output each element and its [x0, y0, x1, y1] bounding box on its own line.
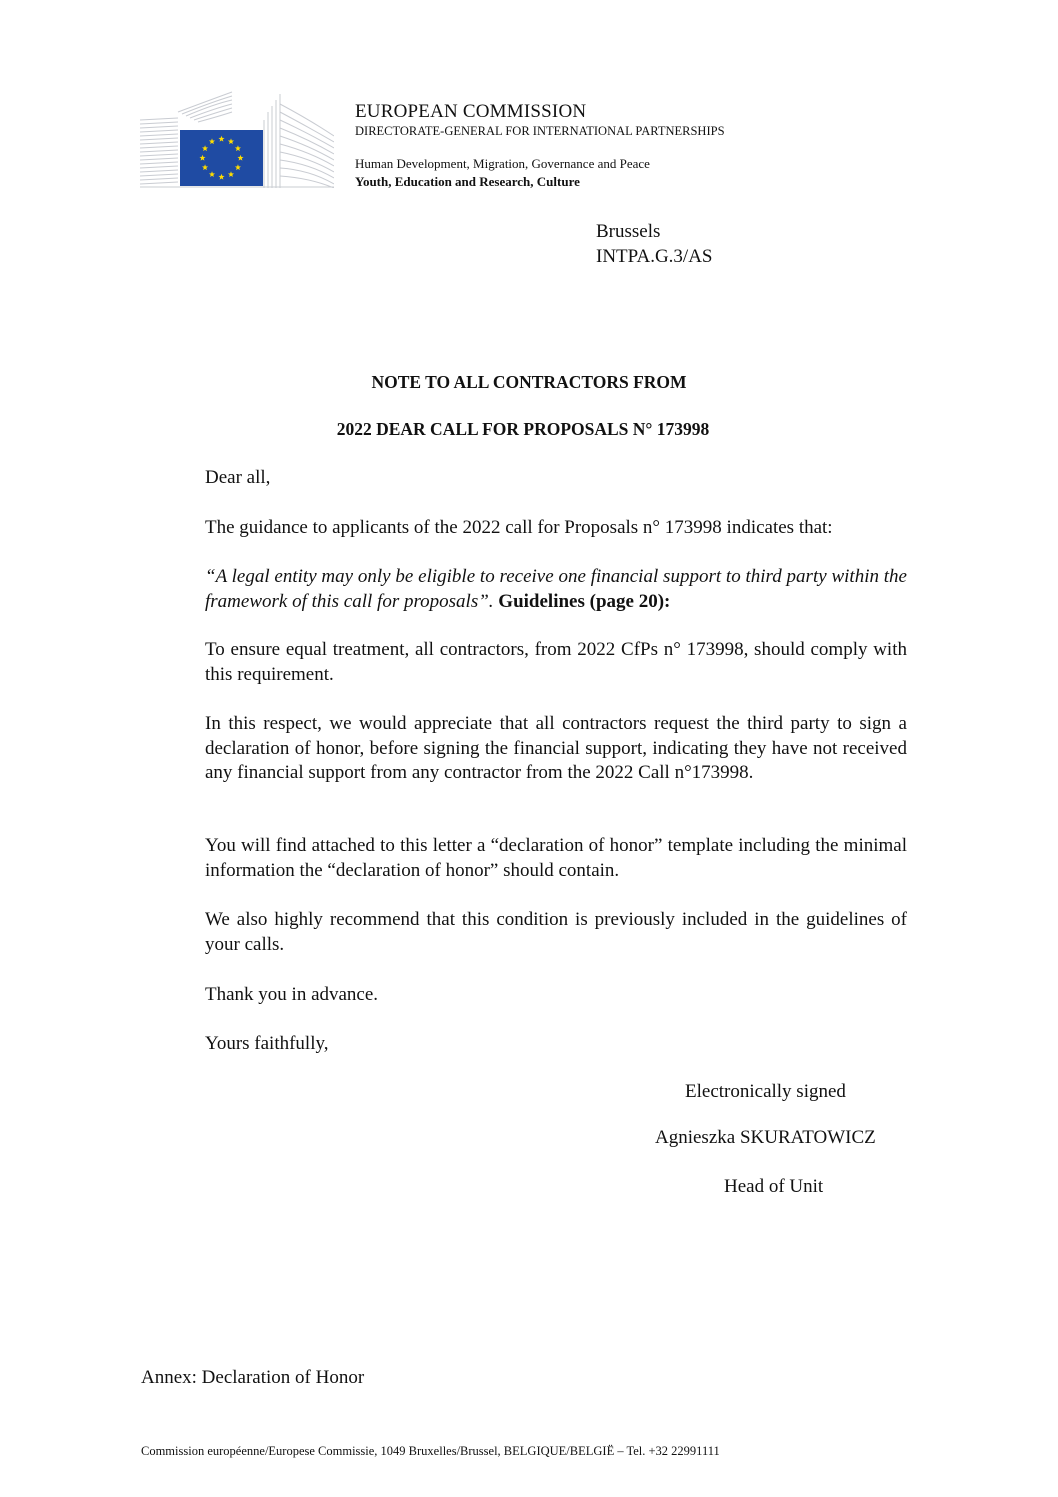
directorate-general: DIRECTORATE-GENERAL FOR INTERNATIONAL PARTNERSHIPS	[355, 124, 725, 138]
european-commission-logo-icon	[140, 90, 334, 188]
note-title-line2: 2022 DEAR CALL FOR PROPOSALS N° 173998	[336, 419, 710, 439]
guidelines-reference: Guidelines (page 20):	[498, 590, 671, 612]
paragraph-guidance: The guidance to applicants of the 2022 call for Proposals n° 173998 indicates that:	[205, 517, 833, 538]
paragraph-equal-treatment: To ensure equal treatment, all contractors, from 2022 CfPs n° 173998, should comply with this requirement.	[205, 639, 907, 685]
signatory-name: Agnieszka SKURATOWICZ	[655, 1127, 876, 1148]
reference-code: INTPA.G.3/AS	[596, 246, 713, 267]
note-title-line1: NOTE TO ALL CONTRACTORS FROM	[371, 372, 687, 392]
unit-name: Youth, Education and Research, Culture	[355, 174, 580, 189]
directorate: Human Development, Migration, Governance and Peace	[355, 156, 650, 171]
paragraph-declaration-request: In this respect, we would appreciate that all contractors request the third party to sign a declaration of honor, before signing the financial support, indicating they have not received any financial support from any contractor from the 2022 Call n°173998.	[205, 713, 907, 783]
paragraph-quote	[205, 565, 907, 614]
paragraph-thanks: Thank you in advance.	[205, 984, 379, 1005]
closing: Yours faithfully,	[205, 1033, 329, 1054]
paragraph-attachment: You will find attached to this letter a “declaration of honor” template including the minimal information the “declaration of honor” should contain.	[205, 835, 907, 881]
place: Brussels	[596, 221, 661, 242]
paragraph-recommendation: We also highly recommend that this condition is previously included in the guidelines of your calls.	[205, 909, 907, 955]
signatory-role: Head of Unit	[724, 1176, 824, 1197]
signature-method: Electronically signed	[685, 1081, 846, 1102]
salutation: Dear all,	[205, 467, 271, 488]
footer-address: Commission européenne/Europese Commissie, 1049 Bruxelles/Brussel, BELGIQUE/BELGIË – Tel. +32 22991111	[141, 1444, 720, 1458]
annex-note: Annex: Declaration of Honor	[141, 1367, 365, 1388]
organization-name: EUROPEAN COMMISSION	[355, 101, 587, 122]
quote-text: “A legal entity may only be eligible to receive one financial support to third party within the framework of this call for proposals”.	[205, 566, 907, 612]
